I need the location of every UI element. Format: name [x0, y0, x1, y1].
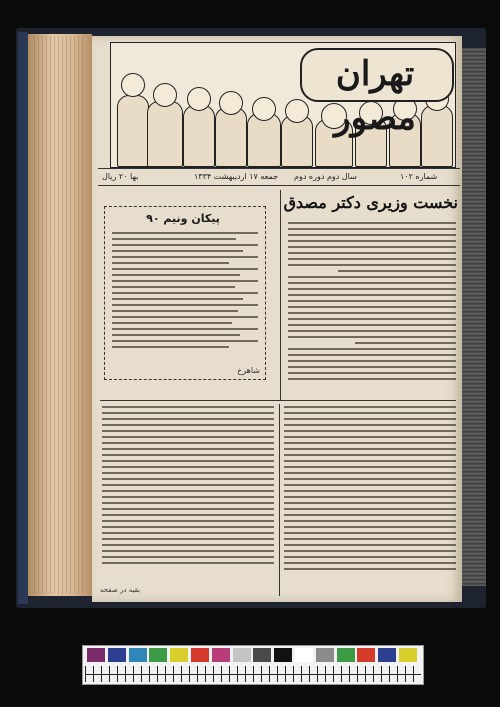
binder-edge: [18, 32, 28, 604]
color-chip: [316, 648, 334, 662]
color-chip: [357, 648, 375, 662]
color-chip: [253, 648, 271, 662]
color-chip: [212, 648, 230, 662]
color-chip: [233, 648, 251, 662]
issue-info-bar: [98, 168, 460, 186]
color-chip: [274, 648, 292, 662]
color-chip: [149, 648, 167, 662]
lower-right-article-text: [284, 406, 456, 574]
ruler-baseline: [85, 674, 421, 675]
continuation-note: بقیه در صفحه: [100, 586, 141, 594]
lead-article-text: [288, 222, 456, 384]
poem-text: [112, 232, 258, 352]
poem-author: شاهرخ: [237, 366, 260, 375]
color-calibration-scale: [82, 645, 424, 685]
issue-number: شماره ۱۰۲: [400, 172, 438, 181]
lower-left-article-text: [102, 406, 274, 568]
color-chip: [295, 648, 313, 662]
page-stack-lines: [34, 36, 86, 594]
issue-date: جمعه ۱۷ اردیبهشت ۱۳۳۴: [194, 172, 279, 181]
color-chip: [170, 648, 188, 662]
masthead-title: تهران مصور: [334, 54, 416, 138]
lead-headline: نخست وزیری دکتر مصدق: [283, 193, 458, 212]
color-chip: [378, 648, 396, 662]
color-chip: [87, 648, 105, 662]
lower-column-divider: [279, 404, 280, 596]
color-chip: [191, 648, 209, 662]
color-chip: [399, 648, 417, 662]
column-divider: [280, 190, 281, 400]
color-chip: [129, 648, 147, 662]
volume-label: سال دوم دوره دوم: [294, 172, 357, 181]
color-chip: [337, 648, 355, 662]
color-chip: [108, 648, 126, 662]
poem-title: پیکان ونیم ۹۰: [146, 212, 220, 225]
binding-strip: [462, 48, 486, 586]
price-label: بها ۲۰ ریال: [102, 172, 139, 181]
section-divider: [100, 400, 456, 401]
